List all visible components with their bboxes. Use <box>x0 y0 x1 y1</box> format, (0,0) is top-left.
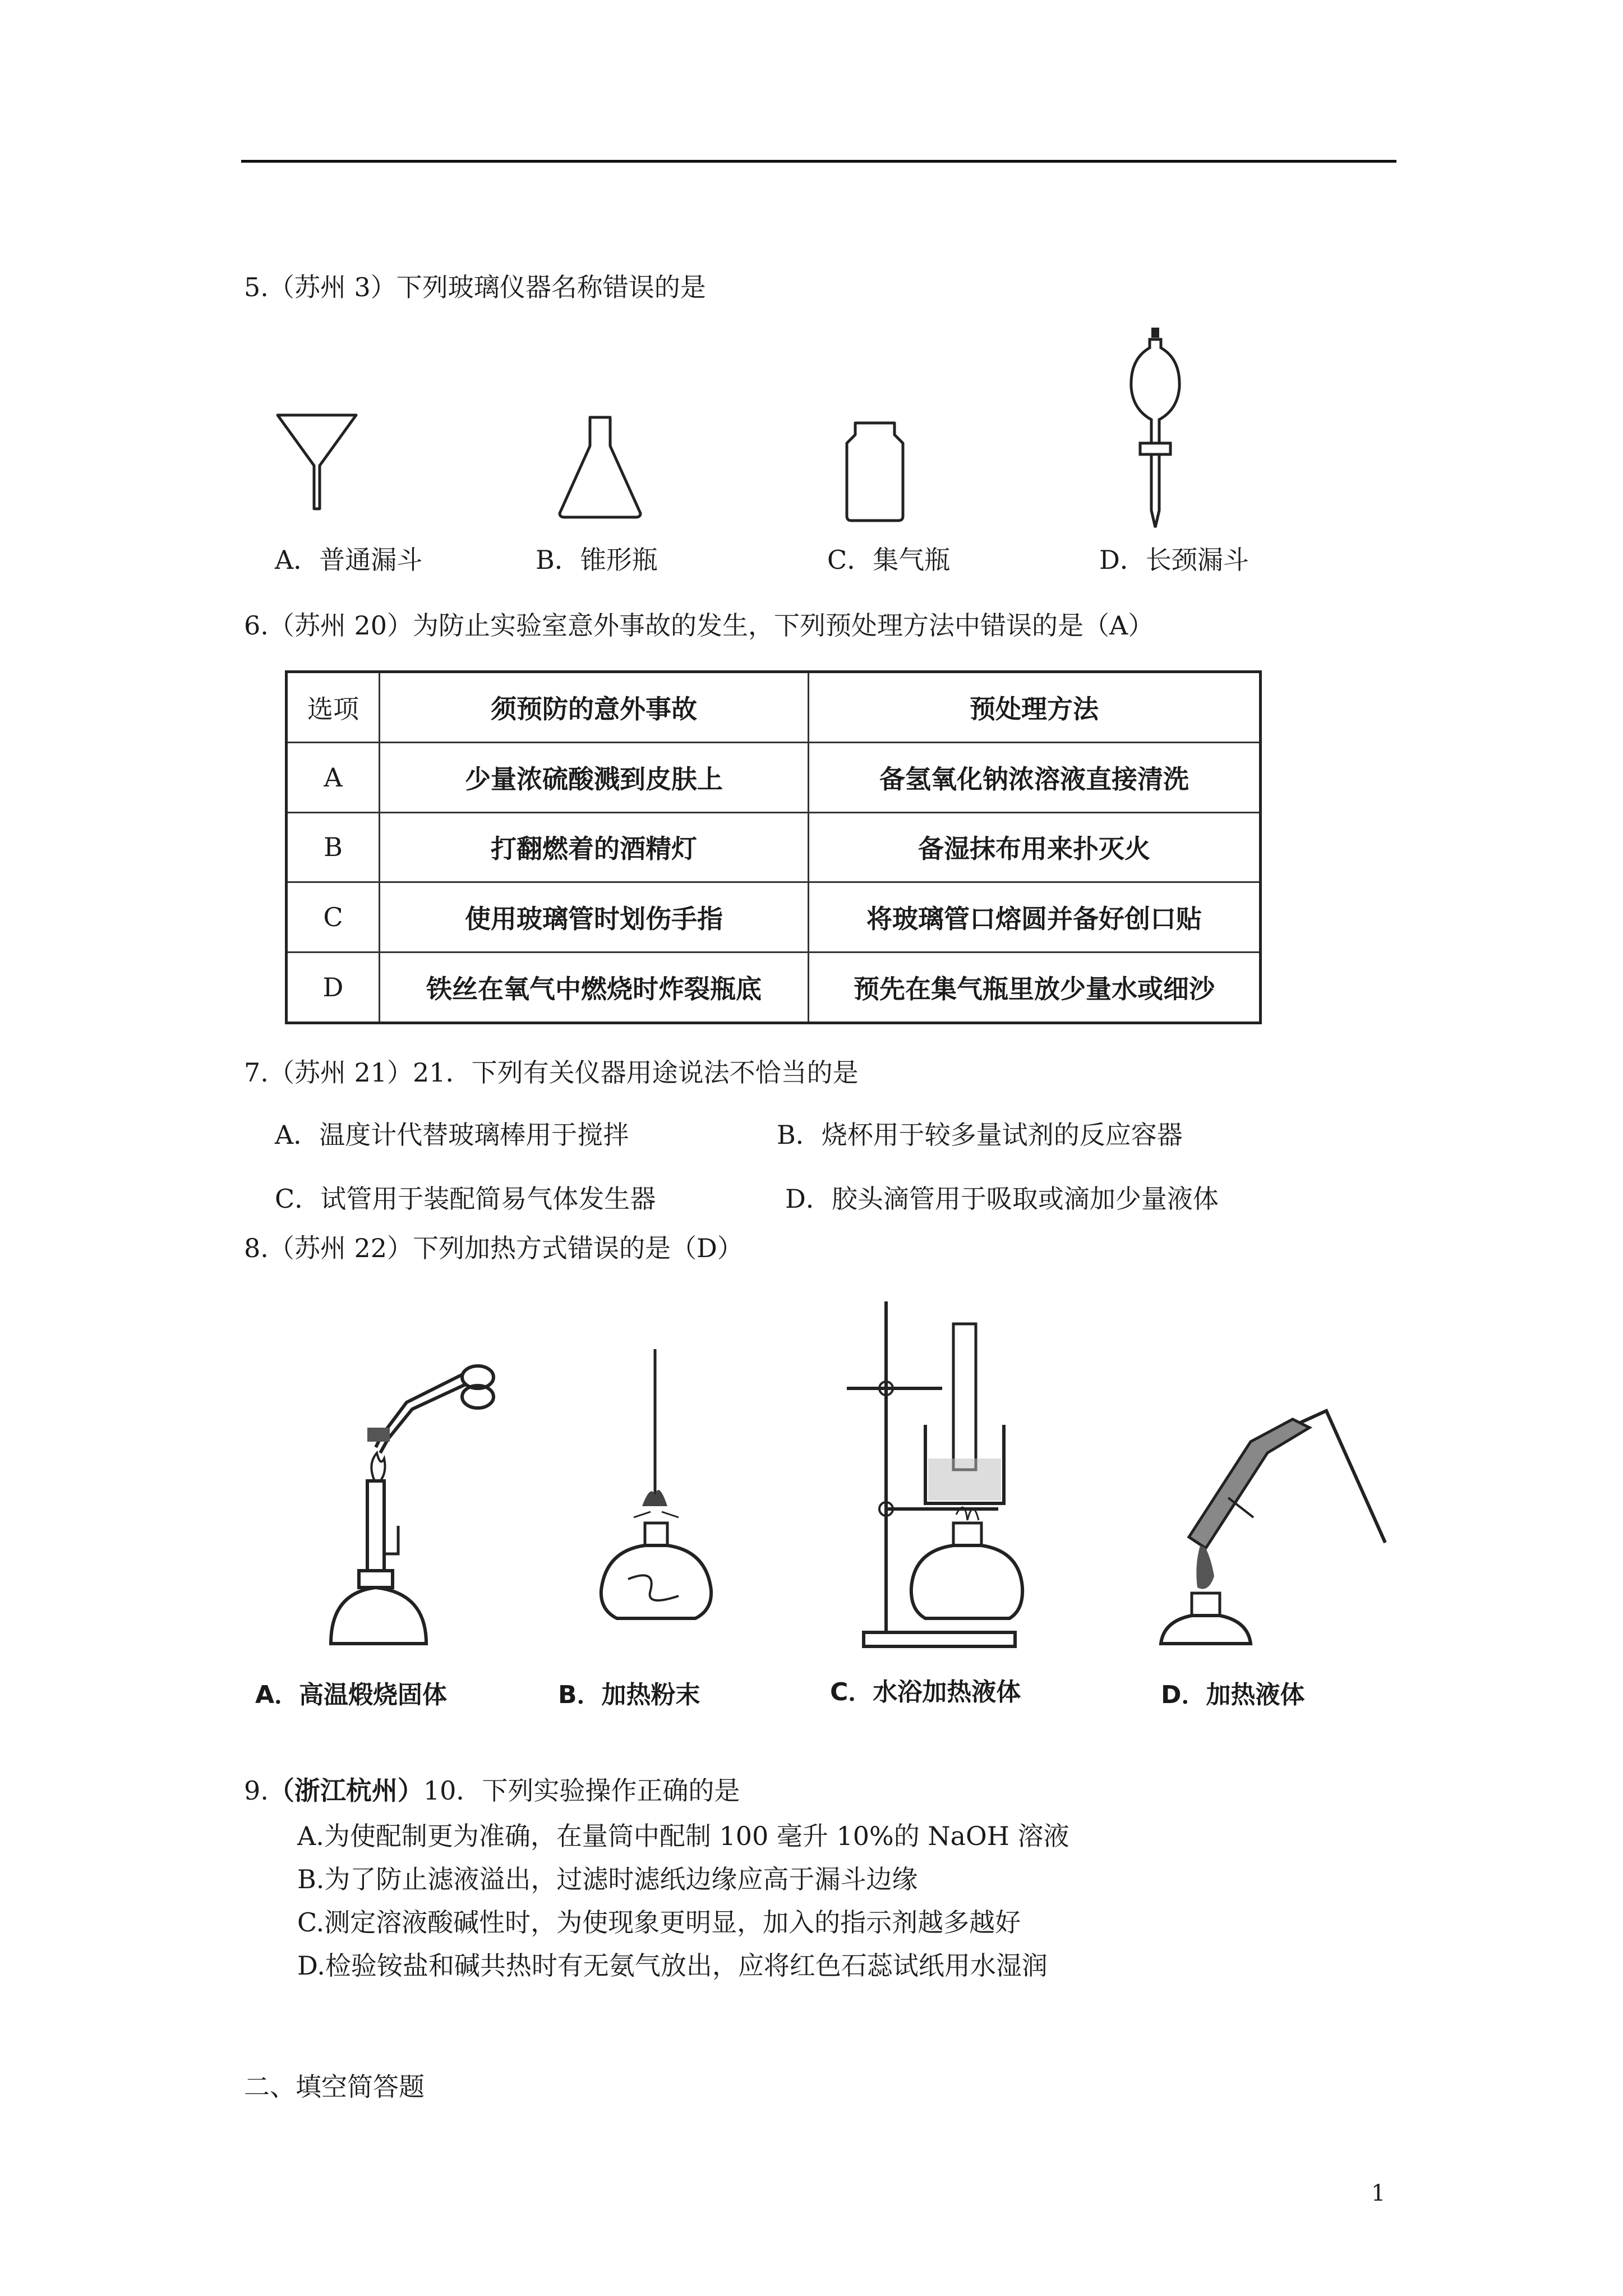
heating-powder-diagram <box>594 1343 723 1646</box>
row-option: A <box>287 743 380 812</box>
q8-title: 8.（苏州 22）下列加热方式错误的是（D） <box>244 1233 743 1263</box>
q8-caption-c: C．水浴加热液体 <box>830 1678 1021 1706</box>
q5-option-c: C．集气瓶 <box>827 545 951 575</box>
conical-flask-icon <box>555 415 645 519</box>
q7-option-d: D．胶头滴管用于吸取或滴加少量液体 <box>785 1184 1219 1214</box>
q7-title: 7.（苏州 21）21．下列有关仪器用途说法不恰当的是 <box>244 1057 859 1088</box>
q9-stem: 10．下列实验操作正确的是 <box>423 1775 740 1806</box>
row-accident: 打翻燃着的酒精灯 <box>380 812 809 882</box>
q7-option-a: A．温度计代替玻璃棒用于搅拌 <box>275 1120 629 1150</box>
row-treatment: 备湿抹布用来扑灭火 <box>809 812 1261 882</box>
row-treatment: 预先在集气瓶里放少量水或细沙 <box>809 952 1261 1023</box>
row-option: B <box>287 812 380 882</box>
q7-option-b: B．烧杯用于较多量试剂的反应容器 <box>777 1120 1183 1150</box>
q9-option-c: C.测定溶液酸碱性时，为使现象更明显，加入的指示剂越多越好 <box>297 1907 1021 1938</box>
q6-table <box>285 670 1262 1024</box>
q9-option-b: B.为了防止滤液溢出，过滤时滤纸边缘应高于漏斗边缘 <box>297 1864 918 1894</box>
row-treatment: 将玻璃管口熔圆并备好创口贴 <box>809 882 1261 952</box>
gas-collecting-bottle-icon <box>841 421 909 522</box>
q8-caption-d: D．加热液体 <box>1161 1681 1305 1709</box>
table-row <box>287 743 1261 812</box>
funnel-icon <box>275 412 359 513</box>
header-option: 选项 <box>287 672 380 743</box>
header-treatment: 预处理方法 <box>809 672 1261 743</box>
q5-option-a: A．普通漏斗 <box>275 545 423 575</box>
section-heading: 二、填空简答题 <box>244 2072 425 2102</box>
high-temp-calcination-diagram <box>314 1369 499 1649</box>
row-accident: 少量浓硫酸溅到皮肤上 <box>380 743 809 812</box>
table-row <box>287 882 1261 952</box>
table-row <box>287 812 1261 882</box>
row-option: D <box>287 952 380 1023</box>
row-option: C <box>287 882 380 952</box>
q9-number: 9. <box>244 1775 269 1806</box>
q9-source: （浙江杭州） <box>268 1775 423 1806</box>
table-header-row <box>287 672 1261 743</box>
water-bath-heating-diagram <box>841 1296 1026 1649</box>
header-accident: 须预防的意外事故 <box>380 672 809 743</box>
q9-title <box>244 1774 740 1807</box>
row-treatment: 备氢氧化钠浓溶液直接清洗 <box>809 743 1261 812</box>
q6-title: 6.（苏州 20）为防止实验室意外事故的发生，下列预处理方法中错误的是（A） <box>244 610 1154 641</box>
heating-liquid-diagram <box>1155 1408 1402 1649</box>
row-accident: 使用玻璃管时划伤手指 <box>380 882 809 952</box>
q9-option-a: A.为使配制更为准确，在量筒中配制 100 毫升 10%的 NaOH 溶液 <box>297 1821 1069 1851</box>
separatory-funnel-icon <box>1124 325 1186 530</box>
q7-option-c: C．试管用于装配简易气体发生器 <box>275 1184 656 1214</box>
row-accident: 铁丝在氧气中燃烧时炸裂瓶底 <box>380 952 809 1023</box>
table-row <box>287 952 1261 1023</box>
q9-option-d: D.检验铵盐和碱共热时有无氨气放出，应将红色石蕊试纸用水湿润 <box>297 1950 1048 1981</box>
q8-caption-a: A．高温煅烧固体 <box>255 1681 448 1709</box>
q5-title: 5.（苏州 3）下列玻璃仪器名称错误的是 <box>244 272 706 302</box>
header-rule <box>241 160 1396 163</box>
page-number: 1 <box>1371 2180 1386 2206</box>
q8-caption-b: B．加热粉末 <box>558 1681 700 1709</box>
q5-option-b: B．锥形瓶 <box>536 545 658 575</box>
q5-option-d: D．长颈漏斗 <box>1099 545 1249 575</box>
